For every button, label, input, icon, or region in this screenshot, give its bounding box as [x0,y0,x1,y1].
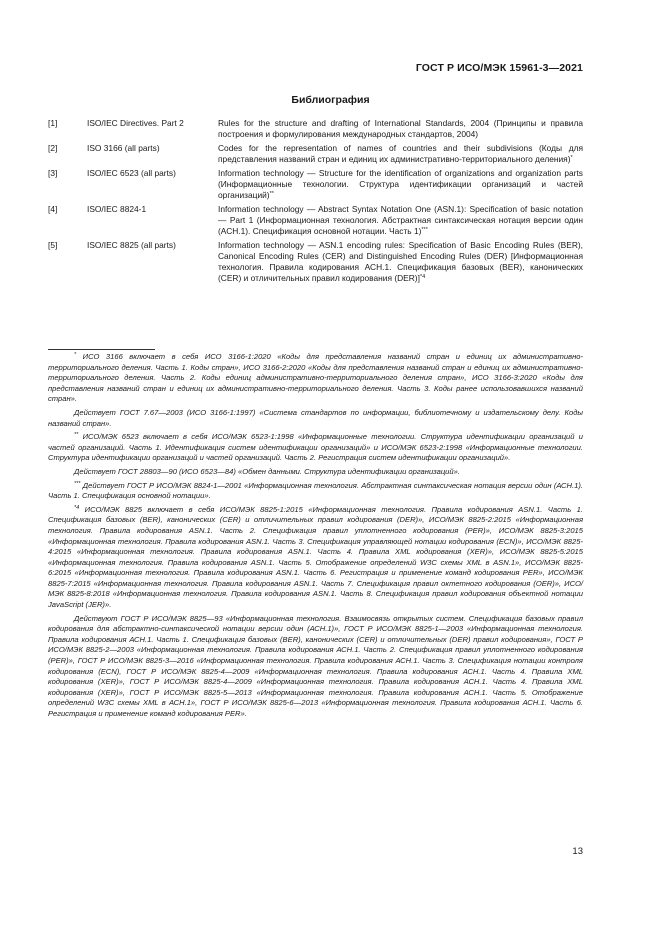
entry-number: [2] [48,143,58,153]
entry-reference: ISO/IEC Directives. Part 2 [87,118,184,128]
bibliography-list [48,118,583,287]
footnote-marker: ** [74,432,79,439]
footnote-marker: * [570,155,573,161]
bibliography-entry [48,168,583,201]
footnote-text: Действует ГОСТ 28803—90 (ИСО 6523—84) «Обмен данными. Структура идентификации организаций». [74,466,460,476]
bibliography-entry [48,118,583,140]
entry-reference: ISO/IEC 6523 (all parts) [87,168,176,178]
document-header: ГОСТ Р ИСО/МЭК 15961-3—2021 [415,62,583,74]
bibliography-entry [48,204,583,237]
footnote-marker: *4 [419,274,426,280]
entry-description [218,143,583,165]
bibliography-entry [48,143,583,165]
footnotes [48,352,583,723]
entry-description [218,240,583,284]
entry-description [218,168,583,201]
footnote-divider [48,349,155,350]
footnote-text: ИСО 3166 включает в себя ИСО 3166-1:2020 «Коды для представления названий стран и единиц их административно-территориального деления. Часть 1. Коды стран», ИСО 3166-2:2020 «Коды для представления названий стран и единиц их административно-территориального деления. Часть 2. Коды единиц административно-территориального деления стран», ИСО 3166-3:2020 «Коды для представления названий стран и единиц их административно-территориального деления. Часть 3. Коды ранее использовавшихся названий стран». [48,352,583,404]
footnote [48,467,583,478]
footnote-marker: *4 [74,504,80,511]
entry-text: Information technology — ASN.1 encoding rules: Specification of Basic Encoding Rules (BER), Canonical Encoding Rules (CER) and Distinguished Encoding Rules (DER) [Информационная технология. Правила кодирования АСН.1. Спецификация базовых (BER), канонических (CER) и отличительных правил кодирования (DER)] [218,240,583,283]
footnote [48,352,583,405]
entry-text: Information technology — Abstract Syntax Notation One (ASN.1): Specification of basic notation — Part 1 (Информационная технология. Абстрактная синтаксическая нотация версии один (АСН.1). Спецификация основной нотации. Часть 1) [218,204,583,236]
footnote-text: ИСО/МЭК 8825 включает в себя ИСО/МЭК 8825-1:2015 «Информационная технология. Правила кодирования ASN.1. Часть 1. Спецификация базовых (BER), канонических (CER) и отличительных правил кодирования (DER)», ИСО/МЭК 8825-2:2015 «Информационная технология. Правила кодирования ASN.1. Часть 2. Спецификация правил уплотненного кодирования (PER)», ИСО/МЭК 8825-3:2015 «Информационная технология. Правила кодирования ASN.1. Часть 3. Спецификация управляющей нотации кодирования (ECN)», ИСО/МЭК 8825-4:2015 «Информационная технология. Правила кодирования ASN.1. Часть 4. Правила XML кодирования (XER)», ИСО/МЭК 8825-5:2015 «Информационная технология. Правила кодирования ASN.1. Часть 5. Отображение определений W3C схемы XML в ASN.1», ИСО/МЭК 8825-6:2015 «Информационная технология. Правила кодирования ASN.1. Часть 6. Регистрация и применение команд кодирования PER», ИСО/МЭК 8825-7:2015 «Информационная технология. Правила кодирования ASN.1. Часть 7. Спецификация правил октетного кодирования (OER)», ИСО/МЭК 8825-8:2018 «Информационная технология. Правила кодирования ASN.1. Часть 8. Спецификация правил кодирования объектной нотации JavaScript (JER)». [48,504,583,610]
footnote [48,614,583,720]
footnote [48,408,583,429]
footnote-text: Действует ГОСТ 7.67—2003 (ИСО 3166-1:1997) «Система стандартов по информации, библиотечному и издательскому делу. Коды названий стран». [48,407,583,428]
entry-description [218,118,583,140]
entry-reference: ISO 3166 (all parts) [87,143,160,153]
entry-text: Information technology — Structure for the identification of organizations and organization parts (Информационные технологии. Структура идентификации организаций и частей организаций) [218,168,583,200]
entry-number: [4] [48,204,58,214]
entry-number: [3] [48,168,58,178]
footnote-text: Действуют ГОСТ Р ИСО/МЭК 8825—93 «Информационная технология. Взаимосвязь открытых систем. Спецификация базовых правил кодирования для абстрактно-синтаксической нотации версии один (АСН.1)», ГОСТ Р ИСО/МЭК 8825-1—2003 «Информационная технология. Правила кодирования АСН.1. Часть 1. Спецификация базовых (BER), канонических (CER) и отличительных (DER) правил кодирования», ГОСТ Р ИСО/МЭК 8825-2—2003 «Информационная технология. Правила кодирования АСН.1. Часть 2. Спецификация правил уплотненного кодирования (PER)», ГОСТ Р ИСО/МЭК 8825-3—2016 «Информационная технология. Правила кодирования АСН.1. Часть 3. Спецификация нотации контроля кодирования (ECN), ГОСТ Р ИСО/МЭК 8825-4—2009 «Информационная технология. Правила кодирования АСН.1. Часть 4. Правила XML кодирования (XER)», ГОСТ Р ИСО/МЭК 8825-4—2009 «Информационная технология. Правила кодирования АСН.1. Часть 4. Правила XML кодирования (XER)», ГОСТ Р ИСО/МЭК 8825-5—2013 «Информационная технология. Правила кодирования АСН.1. Часть 5. Отображение определений W3C схемы XML в АСН.1», ГОСТ Р ИСО/МЭК 8825-6—2013 «Информационная технология. Правила кодирования АСН.1. Часть 6. Регистрация и применение команд кодирования PER». [48,613,583,718]
entry-text: Codes for the representation of names of countries and their subdivisions (Коды для представления названий стран и единиц их административно-территориального деления) [218,143,583,164]
footnote [48,505,583,611]
entry-text: Rules for the structure and drafting of International Standards, 2004 (Принципы и правила построения и формулирования международных стандартов, 2004) [218,118,583,139]
footnote [48,432,583,464]
footnote-marker: *** [74,480,81,487]
footnote-marker: * [74,352,77,358]
entry-description [218,204,583,237]
footnote-text: ИСО/МЭК 6523 включает в себя ИСО/МЭК 6523-1:1998 «Информационные технологии. Структура идентификации организаций и частей организаций. Часть 1. Идентификация систем идентификации организаций» и ИСО/МЭК 6523-2:1998 «Информационные технологии. Структура идентификации организаций и частей организаций. Часть 2. Регистрация систем идентификации организаций». [48,432,583,463]
footnote [48,481,583,502]
entry-number: [1] [48,118,58,128]
footnote-marker: *** [421,227,428,233]
entry-number: [5] [48,240,58,250]
bibliography-entry [48,240,583,284]
entry-reference: ISO/IEC 8825 (all parts) [87,240,176,250]
page-title: Библиография [291,94,370,106]
page-number: 13 [572,846,583,857]
entry-reference: ISO/IEC 8824-1 [87,204,147,214]
footnote-marker: ** [269,191,274,197]
footnote-text: Действует ГОСТ Р ИСО/МЭК 8824-1—2001 «Информационная технология. Абстрактная синтаксическая нотация версии один (АСН.1). Часть 1. Спецификация основной нотации». [48,480,583,501]
